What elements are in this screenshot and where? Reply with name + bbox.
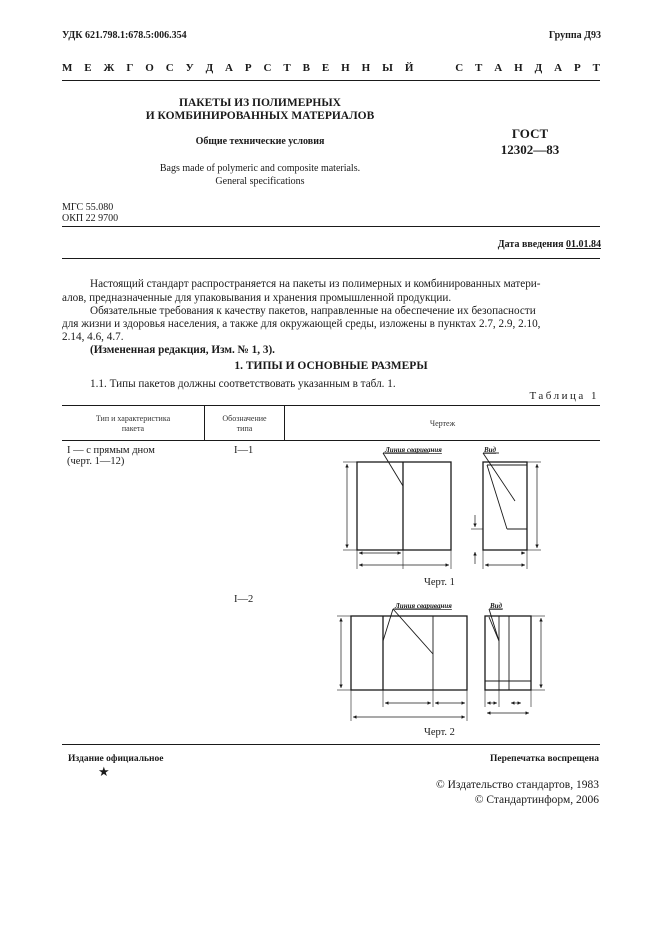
col1-header-line2: пакета (121, 424, 145, 433)
date-rule (62, 258, 600, 259)
official-edition: Издание официальное (68, 754, 164, 764)
bag1-view-leader (495, 471, 515, 501)
gost-label: ГОСТ (511, 126, 549, 141)
table-bottom-rule (62, 744, 600, 745)
copyright-1983: © Издательство стандартов, 1983 (435, 779, 599, 791)
row1-code: I—1 (234, 445, 254, 456)
drawing-1-caption: Черт. 1 (424, 577, 455, 588)
bag1-weld-leader (383, 453, 403, 486)
paragraph-2-line1: Обязательные требования к качеству пакетов, направленные на обеспечение их безопасности (90, 305, 536, 317)
revision-note: (Измененная редакция, Изм. № 1, 3). (90, 344, 275, 356)
bag1-weld-label: Линия сваривания (385, 446, 442, 454)
paragraph-1-line2: алов, предназначенные для упаковывания и хранения промышленной продукции. (62, 292, 452, 304)
table-top-rule (62, 405, 600, 406)
row1-type-line2: (черт. 1—12) (67, 456, 125, 467)
title-line1: ПАКЕТЫ ИЗ ПОЛИМЕРНЫХ (179, 97, 341, 109)
bag1-side-outline (483, 462, 527, 550)
intro-date (498, 239, 601, 250)
bag2-side-outline (485, 616, 531, 690)
intro-date-label: Дата введения (497, 239, 564, 250)
bag1-view-label: Вид (484, 446, 497, 454)
okp-code: ОКП 22 9700 (62, 213, 119, 224)
english-title-line1: Bags made of polymeric and composite materials. (159, 163, 361, 174)
bag2-view-label: Вид (490, 602, 503, 610)
paragraph-1-line1: Настоящий стандарт распространяется на пакеты из полимерных и комбинированных матери- (90, 278, 541, 290)
table-col1-header (62, 414, 204, 434)
table-caption: Таблица 1 (529, 390, 599, 402)
table-drawings (285, 441, 600, 751)
group-code: Группа Д93 (548, 30, 601, 41)
table-col2-header (205, 414, 284, 434)
paragraph-2-line3: 2.14, 4.6, 4.7. (62, 331, 124, 343)
row1-type (67, 445, 155, 467)
paragraph-2-line2: для жизни и здоровья населения, а также для окружающей среды, изложены в пунктах 2.7, 2.9, 2.10, (62, 318, 541, 330)
table-col3-header: Чертеж (429, 419, 456, 428)
codes-rule (62, 226, 600, 227)
title-line2: И КОМБИНИРОВАННЫХ МАТЕРИАЛОВ (145, 110, 375, 122)
udk-code: УДК 621.798.1:678.5:006.354 (62, 30, 187, 41)
reprint-prohibited: Перепечатка воспрещена (489, 754, 599, 764)
col1-header-line1: Тип и характеристика (95, 414, 171, 423)
interstate-standard-heading: М Е Ж Г О С У Д А Р С Т В Е Н Н Ы Й С Т А Н Д А Р Т (62, 62, 600, 74)
clause-1-1: 1.1. Типы пакетов должны соответствовать указанным в табл. 1. (90, 378, 396, 390)
drawing-2-caption: Черт. 2 (424, 727, 455, 738)
col2-header-line2: типа (236, 424, 253, 433)
col2-header-line1: Обозначение (222, 414, 267, 423)
header-rule (62, 80, 600, 81)
bag1-front-outline (357, 462, 451, 550)
gost-number: 12302—83 (500, 142, 560, 157)
mgs-code: МГС 55.080 (62, 202, 114, 213)
subtitle: Общие технические условия (195, 136, 325, 147)
section-1-heading: 1. ТИПЫ И ОСНОВНЫЕ РАЗМЕРЫ (234, 360, 428, 372)
intro-date-value: 01.01.84 (566, 239, 601, 250)
bag2-weld-label: Линия сваривания (395, 602, 452, 610)
row1-type-line1: I — с прямым дном (67, 445, 155, 456)
english-title-line2: General specifications (215, 176, 305, 187)
copyright-2006: © Стандартинформ, 2006 (474, 794, 599, 806)
star-icon: ★ (98, 764, 110, 779)
row2-code: I—2 (234, 594, 254, 605)
